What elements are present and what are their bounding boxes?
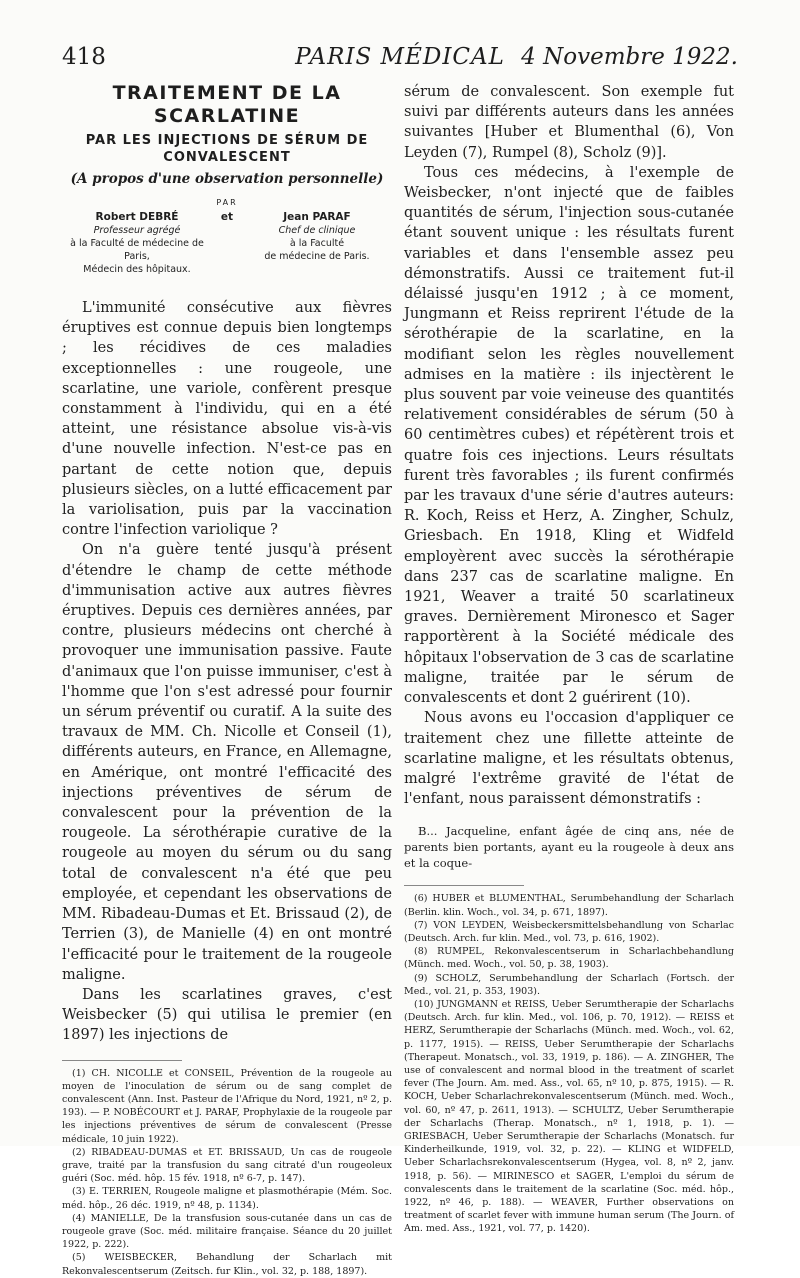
author-affiliation: à la Faculté bbox=[289, 238, 345, 249]
author-paraf bbox=[242, 211, 392, 276]
footnote: (10) JUNGMANN et REISS, Ueber Serumtherapie der Scharlachs (Deutsch. Arch. fur klin. Med., vol. 106, p. 70, 1912). — REISS et HERZ, Serumtherapie der Scharlachs (Münch. med. Woch., vol. 62, p. 1177, 1915). — REISS, Ueber Serumtherapie der Scharlachs (Therapeut. Monatsch., vol. 33, 1919, p. 186). — A. ZINGHER, The use of convalescent and normal blood in the treatment of scarlet fever (The Journ. Am. med. Ass., vol. 65, nº 10, p. 875, 1915). — R. KOCH, Ueber Scharlachrekonvalescentserum (Münch. med. Woch., vol. 60, nº 47, p. 2611, 1913). — SCHULTZ, Ueber Serumtherapie der Scharlachs (Therap. Monatsch., nº 1, 1918, p. 1). — GRIESBACH, Ueber Serumtherapie der Scharlachs (Monatsch. fur Kinderheilkunde, 1919, vol. 32, p. 22). — KLING et WIDFELD, Ueber Scharlachsrekonvalescentserum (Hygea, vol. 8, nº 2, janv. 1918, p. 56). — MIRINESCO et SAGER, L'emploi du sérum de convalescents dans le traitement de la scarlatine (Soc. méd. hôp., 1922, nº 46, p. 188). — WEAVER, Further observations on treatment of scarlet fever with immune human serum (The Journ. of Am. med. Ass., 1921, vol. 77, p. 1420). bbox=[404, 998, 734, 1235]
by-line: PAR bbox=[216, 198, 238, 207]
footnote: (3) E. TERRIEN, Rougeole maligne et plasmothérapie (Mém. Soc. méd. hôp., 26 déc. 1919, nº 48, p. 1134). bbox=[62, 1186, 392, 1211]
author-affiliation: de médecine de Paris. bbox=[264, 251, 370, 262]
left-column bbox=[62, 82, 392, 1278]
author-affiliation: à la Faculté de médecine de Paris, bbox=[70, 238, 204, 262]
case-text: B... Jacqueline, enfant âgée de cinq ans, née de parents bien portants, ayant eu la rougeole à deux ans et la coque- bbox=[404, 824, 734, 871]
author-role: Professeur agrégé bbox=[93, 225, 181, 236]
footnote-divider bbox=[62, 1060, 182, 1061]
footnote-divider bbox=[404, 885, 524, 886]
author-affiliation: Médecin des hôpitaux. bbox=[83, 264, 191, 275]
article-subtitle: PAR LES INJECTIONS DE SÉRUM DE CONVALESCENT bbox=[85, 133, 369, 165]
paragraph: Nous avons eu l'occasion d'appliquer ce traitement chez une fillette atteinte de scarlatine maligne, et les résultats obtenus, malgré l'extrême gravité de l'état de l'enfant, nous paraissent démonstratifs : bbox=[404, 710, 734, 808]
article-title-line1: TRAITEMENT DE LA bbox=[112, 82, 342, 104]
footnote: (4) MANIELLE, De la transfusion sous-cutanée dans un cas de rougeole grave (Soc. méd. militaire française. Séance du 20 juillet 1922, p. 222). bbox=[62, 1212, 392, 1251]
left-body-text bbox=[62, 298, 392, 1046]
page-header bbox=[62, 44, 738, 76]
author-conjunction: et bbox=[220, 211, 234, 223]
left-footnotes bbox=[62, 1067, 392, 1278]
issue-date: 4 Novembre 1922. bbox=[521, 44, 738, 70]
paragraph: Tous ces médecins, à l'exemple de Weisbecker, n'ont injecté que de faibles quantités de sérum, l'injection sous-cutanée étant souvent unique : les résultats furent variables et dans l'ensemble assez peu démonstratifs. Aussi ce traitement fut-il délaissé jusqu'en 1912 ; à ce moment, Jungmann et Reiss reprirent l'étude de la sérothérapie de la scarlatine, en la modifiant selon les règles nouvellement admises en la matière : ils injectèrent le plus souvent par voie veineuse des quantités relativement considérables de sérum (50 à 60 centimètres cubes) et répétèrent trois et quatre fois ces injections. Leurs résultats furent très favorables ; ils furent confirmés par les travaux d'une série d'autres auteurs: R. Koch, Reiss et Herz, A. Zingher, Schulz, Griesbach. En 1918, Kling et Widfeld employèrent avec succès la sérothérapie dans 237 cas de scarlatine maligne. En 1921, Weaver a traité 50 scarlatineux graves. Dernièrement Mironesco et Sager rapportèrent à la Société médicale des hôpitaux l'observation de 3 cas de scarlatine maligne, traitée par le sérum de convalescents et dont 2 guérirent (10). bbox=[404, 164, 734, 707]
author-name: Robert DEBRÉ bbox=[95, 211, 179, 223]
footnote: (1) CH. NICOLLE et CONSEIL, Prévention de la rougeole au moyen de l'inoculation de sérum ou de sang complet de convalescent (Ann. Inst. Pasteur de l'Afrique du Nord, 1921, nº 2, p. 193). — P. NOBÉCOURT et J. PARAF, Prophylaxie de la rougeole par les injections préventives de sérum de convalescent (Presse médicale, 10 juin 1922). bbox=[62, 1067, 392, 1145]
right-column bbox=[404, 82, 734, 1236]
footnote: (6) HUBER et BLUMENTHAL, Serumbehandlung der Scharlach (Berlin. klin. Woch., vol. 34, p. 671, 1897). bbox=[404, 893, 734, 918]
article-title-line2: SCARLATINE bbox=[153, 105, 301, 127]
paragraph: Dans les scarlatines graves, c'est Weisbecker (5) qui utilisa le premier (en 1897) les injections de bbox=[62, 986, 392, 1044]
paragraph: sérum de convalescent. Son exemple fut suivi par différents auteurs dans les années suivantes [Huber et Blumenthal (6), Von Leyden (7), Rumpel (8), Scholz (9)]. bbox=[404, 84, 734, 161]
paragraph: L'immunité consécutive aux fièvres éruptives est connue depuis bien longtemps ; les récidives de ces maladies exceptionnelles : une rougeole, une scarlatine, une variole, confèrent presque constamment à l'individu, qui en a été atteint, une résistance absolue vis-à-vis d'une nouvelle infection. N'est-ce pas en partant de cette notion que, depuis plusieurs siècles, on a lutté efficacement par la variolisation, puis par la vaccination contre l'infection variolique ? bbox=[62, 300, 392, 539]
author-role: Chef de clinique bbox=[278, 225, 356, 236]
footnote: (9) SCHOLZ, Serumbehandlung der Scharlach (Fortsch. der Med., vol. 21, p. 353, 1903). bbox=[404, 972, 734, 997]
footnote: (5) WEISBECKER, Behandlung der Scharlach mit Rekonvalescentserum (Zeitsch. fur Klin., vol. 32, p. 188, 1897). bbox=[62, 1252, 392, 1277]
author-name: Jean PARAF bbox=[283, 211, 351, 223]
footnote: (2) RIBADEAU-DUMAS et ET. BRISSAUD, Un cas de rougeole grave, traité par la transfusion du sang citraté d'un rougeoleux guéri (Soc. méd. hôp. 15 fév. 1918, nº 6-7, p. 147). bbox=[62, 1146, 392, 1185]
footnote: (8) RUMPEL, Rekonvalescentserum in Scharlachbehandlung (Münch. med. Woch., vol. 50, p. 38, 1903). bbox=[404, 946, 734, 971]
footnote: (7) VON LEYDEN, Weisbeckersmittelsbehandlung von Scharlac (Deutsch. Arch. fur klin. Med., vol. 73, p. 616, 1902). bbox=[404, 919, 734, 944]
article-subnote: (A propos d'une observation personnelle) bbox=[70, 171, 384, 187]
journal-title: PARIS MÉDICAL bbox=[295, 44, 505, 70]
case-report bbox=[404, 823, 734, 871]
right-footnotes bbox=[404, 892, 734, 1235]
right-body-text bbox=[404, 82, 734, 809]
author-debre bbox=[62, 211, 212, 276]
paragraph: On n'a guère tenté jusqu'à présent d'étendre le champ de cette méthode d'immunisation active aux autres fièvres éruptives. Depuis ces dernières années, par contre, plusieurs médecins ont cherché à provoquer une immunisation passive. Faute d'animaux que l'on puisse immuniser, c'est à l'homme que l'on s'est adressé pour fournir un sérum préventif ou curatif. A la suite des travaux de MM. Ch. Nicolle et Conseil (1), différents auteurs, en France, en Allemagne, en Amérique, ont montré l'efficacité des injections préventives de sérum de convalescent pour la prévention de la rougeole. La sérothérapie curative de la rougeole au moyen du sérum ou du sang total de convalescent n'a été que peu employée, et cependant les observations de MM. Ribadeau-Dumas et Et. Brissaud (2), de Terrien (3), de Manielle (4) en ont montré l'efficacité pour le traitement de la rougeole maligne. bbox=[62, 542, 392, 983]
page-number: 418 bbox=[62, 44, 106, 70]
authors-block bbox=[62, 211, 392, 276]
